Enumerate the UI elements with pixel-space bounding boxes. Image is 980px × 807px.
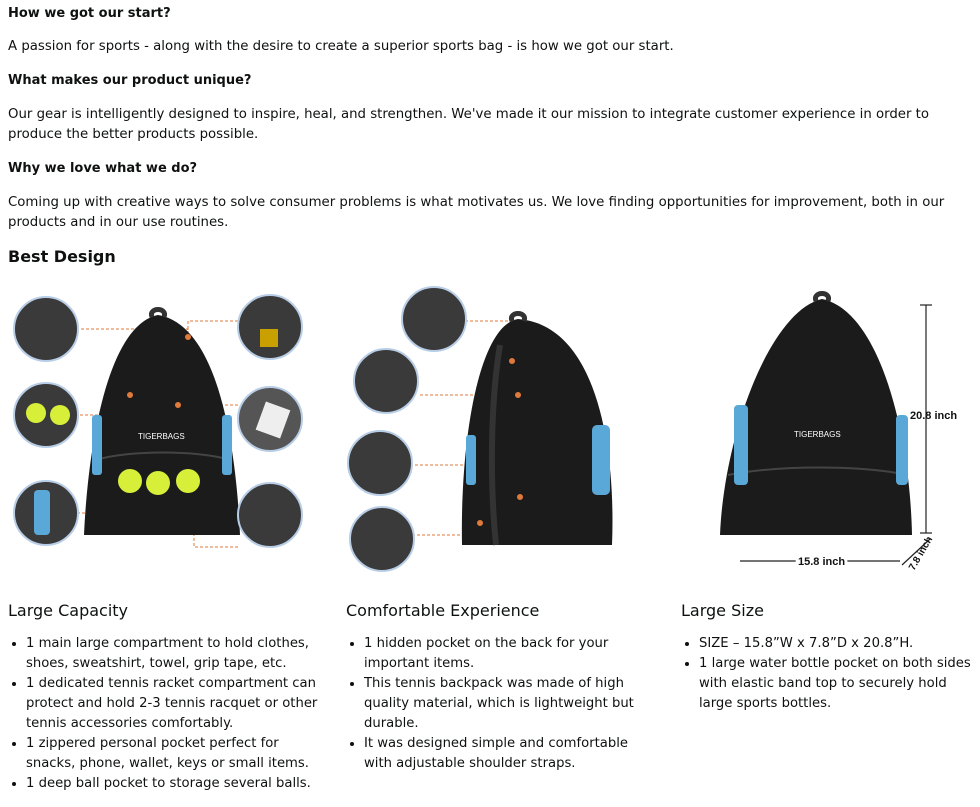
dimension-depth: 7.8 inch	[907, 534, 936, 573]
brand-logo-1: TIGERBAGS	[138, 432, 185, 441]
feature-item: • SIZE – 15.8”W x 7.8”D x 20.8”H.	[699, 634, 976, 654]
feature-item: • 1 large water bottle pocket on both sides with elastic band top to securely hold large sports bottles.	[699, 654, 976, 714]
feature-title: Large Capacity	[8, 601, 129, 620]
feature-large-size	[681, 600, 976, 714]
feature-item: • 1 hidden pocket on the back for your important items.	[364, 634, 636, 674]
faq-question-1: How we got our start?	[8, 6, 171, 21]
faq-answer-2: Our gear is intelligently designed to inspire, heal, and strengthen. We've made it our mission to integrate customer experience in order to produce the better products possible.	[8, 107, 930, 142]
feature-item: • It was designed simple and comfortable with adjustable shoulder straps.	[364, 734, 636, 774]
feature-comfortable-experience	[346, 600, 636, 774]
faq-question-3: Why we love what we do?	[8, 161, 198, 176]
feature-item: • 1 zippered personal pocket perfect for snacks, phone, wallet, keys or small items.	[26, 734, 318, 774]
feature-title: Large Size	[681, 601, 764, 620]
feature-item: • This tennis backpack was made of high quality material, which is lightweight but durable.	[364, 674, 636, 734]
comfort-product-image	[340, 285, 660, 575]
feature-item: • 1 dedicated tennis racket compartment can protect and hold 2-3 tennis racquet or other tennis accessories comfortably.	[26, 674, 318, 734]
section-title: Best Design	[8, 247, 116, 266]
brand-logo-3: TIGERBAGS	[794, 430, 841, 439]
capacity-product-image	[8, 285, 318, 565]
size-product-image	[700, 285, 975, 575]
feature-item: • 1 deep ball pocket to storage several balls.	[26, 774, 318, 794]
faq-answer-3: Coming up with creative ways to solve consumer problems is what motivates us. We love finding opportunities for improvement, both in our products and in our use routines.	[8, 195, 945, 230]
dimension-width: 15.8 inch	[798, 556, 846, 568]
feature-item: • 1 main large compartment to hold clothes, shoes, sweatshirt, towel, grip tape, etc.	[26, 634, 318, 674]
feature-large-capacity	[8, 600, 318, 794]
faq-answer-1: A passion for sports - along with the desire to create a superior sports bag - is how we got our start.	[8, 39, 674, 54]
dimension-height: 20.8 inch	[910, 410, 958, 422]
faq-question-2: What makes our product unique?	[8, 73, 252, 88]
feature-title: Comfortable Experience	[346, 601, 540, 620]
